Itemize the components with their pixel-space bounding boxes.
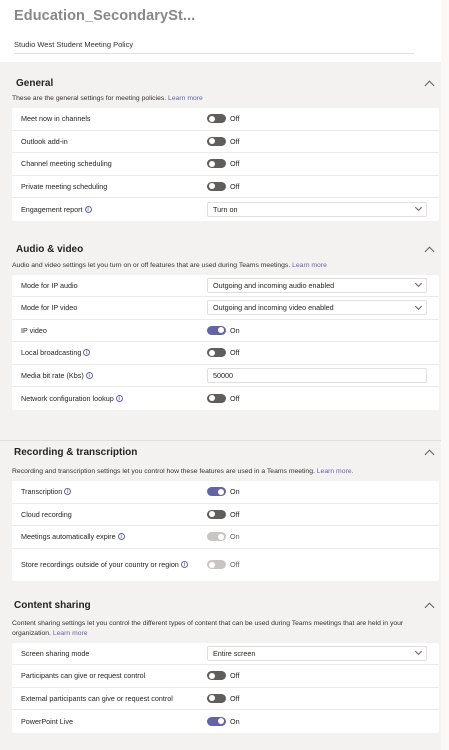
chevron-down-icon: [415, 303, 422, 310]
private-scheduling-toggle[interactable]: Off: [207, 182, 239, 191]
toggle-switch[interactable]: [207, 510, 226, 519]
setting-row: [12, 526, 439, 549]
toggle-switch[interactable]: [207, 694, 226, 703]
setting-row: [12, 108, 439, 131]
setting-label: External participants can give or request control: [21, 693, 173, 703]
chevron-down-icon: [415, 280, 422, 287]
info-icon[interactable]: i: [116, 395, 123, 402]
scrollbar[interactable]: [441, 0, 449, 750]
setting-row: [12, 688, 439, 711]
transcription-toggle[interactable]: On: [207, 487, 240, 496]
section-description: Audio and video settings let you turn on or off features that are used during Teams meetings. Learn more: [12, 261, 327, 269]
engagement-report-dropdown[interactable]: Turn on: [207, 202, 427, 217]
toggle-switch: [207, 532, 226, 541]
chevron-up-icon[interactable]: [425, 449, 435, 459]
chevron-up-icon[interactable]: [425, 247, 435, 257]
setting-row: [12, 320, 439, 343]
setting-label: Cloud recording: [21, 509, 72, 519]
setting-label: Mode for IP audio: [21, 280, 78, 290]
setting-row: [12, 387, 439, 410]
recording-section: [0, 441, 441, 581]
setting-label: Network configuration lookup i: [21, 394, 207, 403]
setting-row: [12, 549, 439, 581]
section-description: Recording and transcription settings let you control how these features are used in a Teams meeting. Learn more.: [12, 468, 354, 475]
audio-video-settings-card: [12, 275, 439, 410]
content-sharing-section: [0, 595, 441, 733]
external-control-toggle[interactable]: Off: [207, 694, 239, 703]
info-icon[interactable]: i: [85, 206, 92, 213]
setting-label: Transcription i: [21, 487, 207, 496]
ip-video-dropdown[interactable]: Outgoing and incoming video enabled: [207, 300, 427, 315]
setting-row: [12, 131, 439, 154]
setting-row: [12, 342, 439, 365]
toggle-switch[interactable]: [207, 326, 226, 335]
section-title: Recording & transcription: [14, 446, 138, 458]
ip-video-toggle[interactable]: On: [207, 326, 240, 335]
policy-name: Education_SecondarySt...: [14, 8, 196, 24]
setting-row: [12, 665, 439, 688]
general-section: [0, 72, 441, 221]
content-sharing-settings-card: [12, 643, 439, 733]
setting-row: [12, 297, 439, 320]
info-icon[interactable]: i: [86, 372, 93, 379]
setting-row: [12, 275, 439, 298]
outlook-addin-toggle[interactable]: Off: [207, 137, 239, 146]
setting-label: Private meeting scheduling: [21, 181, 108, 191]
setting-label: Channel meeting scheduling: [21, 159, 112, 169]
setting-label: Store recordings outside of your country or region i: [21, 560, 201, 569]
recording-settings-card: [12, 481, 439, 581]
setting-label: IP video: [21, 325, 47, 335]
toggle-switch[interactable]: [207, 182, 226, 191]
general-settings-card: [12, 108, 439, 221]
network-lookup-toggle[interactable]: Off: [207, 394, 239, 403]
info-icon[interactable]: i: [118, 533, 125, 540]
bottom-pane: [0, 440, 441, 750]
policy-header: [0, 0, 441, 62]
meet-now-toggle[interactable]: Off: [207, 114, 239, 123]
setting-label: Outlook add-in: [21, 136, 68, 146]
section-title: General: [16, 77, 54, 89]
participants-control-toggle[interactable]: Off: [207, 671, 239, 680]
setting-label: Media bit rate (Kbs) i: [21, 371, 207, 380]
chevron-up-icon[interactable]: [425, 603, 435, 613]
audio-video-section-header[interactable]: [0, 239, 441, 261]
toggle-switch[interactable]: [207, 671, 226, 680]
setting-label: Meetings automatically expire i: [21, 532, 207, 541]
store-outside-toggle: Off: [207, 560, 239, 569]
channel-scheduling-toggle[interactable]: Off: [207, 159, 239, 168]
toggle-switch[interactable]: [207, 487, 226, 496]
setting-label: Screen sharing mode: [21, 648, 90, 658]
media-bitrate-input[interactable]: [207, 368, 427, 383]
powerpoint-live-toggle[interactable]: On: [207, 717, 240, 726]
setting-row: [12, 153, 439, 176]
toggle-switch[interactable]: [207, 114, 226, 123]
section-description: Content sharing settings let you control the different types of content that can be used during Teams meetings that are held in your organization. Learn more: [12, 619, 404, 637]
info-icon[interactable]: i: [181, 561, 188, 568]
setting-row: [12, 710, 439, 733]
screen-sharing-dropdown[interactable]: Entire screen: [207, 646, 427, 661]
learn-more-link[interactable]: Learn more: [292, 261, 327, 269]
content-sharing-section-header[interactable]: [0, 595, 441, 617]
toggle-switch[interactable]: [207, 717, 226, 726]
info-icon[interactable]: i: [83, 349, 90, 356]
setting-row: [12, 504, 439, 527]
section-title: Audio & video: [16, 244, 84, 255]
chevron-down-icon: [415, 648, 422, 655]
setting-row: [12, 176, 439, 199]
general-section-header[interactable]: [0, 72, 441, 94]
audio-video-section: [0, 239, 441, 410]
setting-label: Meet now in channels: [21, 114, 91, 124]
toggle-switch: [207, 560, 226, 569]
setting-label: Local broadcasting i: [21, 348, 207, 357]
learn-more-link[interactable]: Learn more: [52, 629, 88, 637]
learn-more-link[interactable]: Learn more.: [316, 468, 354, 475]
policy-description[interactable]: Studio West Student Meeting Policy: [14, 40, 414, 54]
section-title: Content sharing: [14, 600, 91, 611]
info-icon[interactable]: i: [64, 488, 71, 495]
chevron-up-icon[interactable]: [425, 80, 435, 90]
section-description: These are the general settings for meeting policies. Learn more: [12, 95, 203, 102]
setting-label: Engagement report i: [21, 205, 207, 214]
recording-section-header[interactable]: [0, 441, 441, 463]
setting-row: [12, 481, 439, 504]
toggle-switch[interactable]: [207, 159, 226, 168]
cloud-recording-toggle[interactable]: Off: [207, 510, 239, 519]
setting-label: Mode for IP video: [21, 303, 78, 313]
auto-expire-toggle: On: [207, 532, 240, 541]
learn-more-link[interactable]: Learn more: [168, 95, 203, 102]
setting-label: Participants can give or request control: [21, 671, 146, 681]
ip-audio-dropdown[interactable]: Outgoing and incoming audio enabled: [207, 278, 427, 293]
local-broadcasting-toggle[interactable]: Off: [207, 348, 239, 357]
setting-label: PowerPoint Live: [21, 716, 73, 726]
toggle-switch[interactable]: [207, 137, 226, 146]
toggle-switch[interactable]: [207, 348, 226, 357]
chevron-down-icon: [415, 204, 422, 211]
toggle-switch[interactable]: [207, 394, 226, 403]
setting-row: [12, 643, 439, 666]
setting-row: [12, 198, 439, 221]
setting-row: [12, 365, 439, 388]
